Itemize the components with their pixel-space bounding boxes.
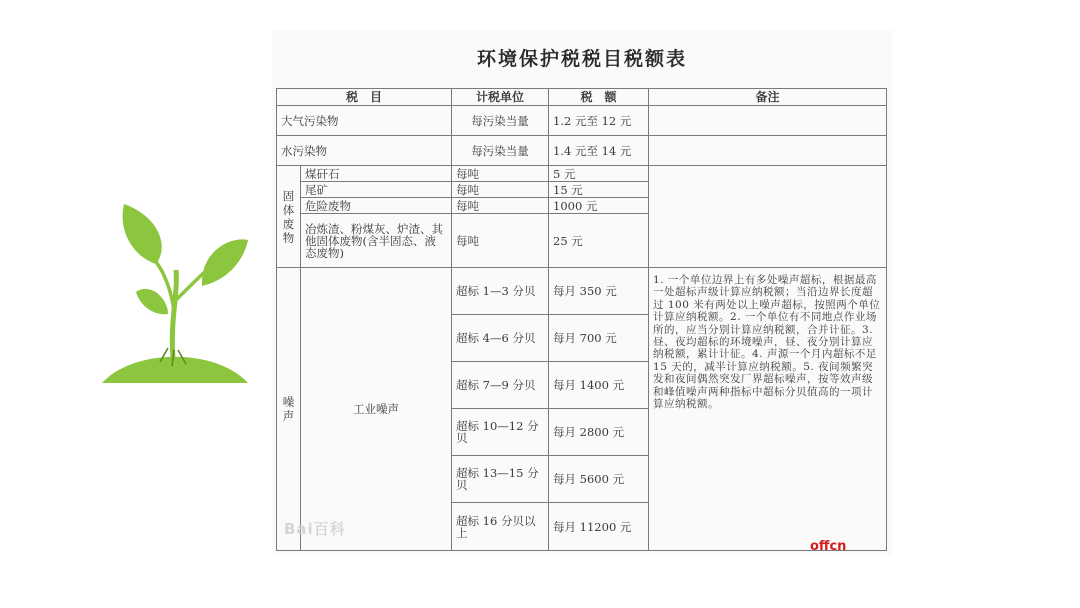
offcn-watermark: offcn bbox=[810, 539, 847, 554]
noise-subcategory: 工业噪声 bbox=[301, 268, 452, 551]
row-air-unit: 每污染当量 bbox=[452, 106, 549, 136]
noise-unit: 超标 7—9 分贝 bbox=[452, 362, 549, 409]
noise-amount: 每月 11200 元 bbox=[549, 503, 649, 551]
solid-amount: 5 元 bbox=[549, 166, 649, 182]
solid-item: 煤矸石 bbox=[301, 166, 452, 182]
noise-amount: 每月 1400 元 bbox=[549, 362, 649, 409]
solid-unit: 每吨 bbox=[452, 214, 549, 268]
solid-amount: 15 元 bbox=[549, 182, 649, 198]
solid-amount: 1000 元 bbox=[549, 198, 649, 214]
tax-rate-table bbox=[276, 88, 887, 551]
table-row bbox=[277, 106, 887, 136]
table-row bbox=[277, 268, 887, 315]
noise-amount: 每月 350 元 bbox=[549, 268, 649, 315]
header-unit: 计税单位 bbox=[452, 89, 549, 106]
table-row bbox=[277, 136, 887, 166]
solid-amount: 25 元 bbox=[549, 214, 649, 268]
document-title: 环境保护税税目税额表 bbox=[476, 48, 687, 70]
row-water-amount: 1.4 元至 14 元 bbox=[549, 136, 649, 166]
noise-unit: 超标 10—12 分贝 bbox=[452, 409, 549, 456]
solid-item: 冶炼渣、粉煤灰、炉渣、其他固体废物(含半固态、液态废物) bbox=[301, 214, 452, 268]
noise-category: 噪声 bbox=[277, 268, 301, 551]
header-amount: 税 额 bbox=[549, 89, 649, 106]
solid-notes bbox=[649, 166, 887, 268]
sprout-plant-icon bbox=[98, 200, 250, 386]
noise-unit: 超标 13—15 分贝 bbox=[452, 456, 549, 503]
row-air-item: 大气污染物 bbox=[277, 106, 452, 136]
noise-notes: 1. 一个单位边界上有多处噪声超标，根据最高一处超标声级计算应纳税额；当沿边界长度超过 100 米有两处以上噪声超标，按照两个单位计算应纳税额。2. 一个单位有不同地点作业场所的，应当分别计算应纳税额，合并计征。3. 昼、夜均超标的环境噪声，昼、夜分别计算应纳税额，累计计征。4. 声源一个月内超标不足 15 天的，减半计算应纳税额。5. 夜间频繁突发和夜间偶然突发厂界超标噪声，按等效声级和峰值噪声两种指标中超标分贝值高的一项计算应纳税额。 bbox=[649, 268, 887, 551]
row-water-unit: 每污染当量 bbox=[452, 136, 549, 166]
solid-unit: 每吨 bbox=[452, 198, 549, 214]
solid-item: 危险废物 bbox=[301, 198, 452, 214]
tax-table-document bbox=[272, 30, 892, 555]
noise-amount: 每月 5600 元 bbox=[549, 456, 649, 503]
baike-watermark: Bai百科 bbox=[284, 520, 346, 538]
table-row bbox=[277, 166, 887, 182]
row-water-item: 水污染物 bbox=[277, 136, 452, 166]
header-item: 税 目 bbox=[277, 89, 452, 106]
solid-unit: 每吨 bbox=[452, 182, 549, 198]
noise-amount: 每月 2800 元 bbox=[549, 409, 649, 456]
solid-unit: 每吨 bbox=[452, 166, 549, 182]
row-air-notes bbox=[649, 106, 887, 136]
solid-item: 尾矿 bbox=[301, 182, 452, 198]
noise-amount: 每月 700 元 bbox=[549, 315, 649, 362]
table-header-row bbox=[277, 89, 887, 106]
noise-unit: 超标 4—6 分贝 bbox=[452, 315, 549, 362]
noise-unit: 超标 1—3 分贝 bbox=[452, 268, 549, 315]
header-notes: 备注 bbox=[649, 89, 887, 106]
solid-waste-category: 固体废物 bbox=[277, 166, 301, 268]
noise-unit: 超标 16 分贝以上 bbox=[452, 503, 549, 551]
row-air-amount: 1.2 元至 12 元 bbox=[549, 106, 649, 136]
row-water-notes bbox=[649, 136, 887, 166]
